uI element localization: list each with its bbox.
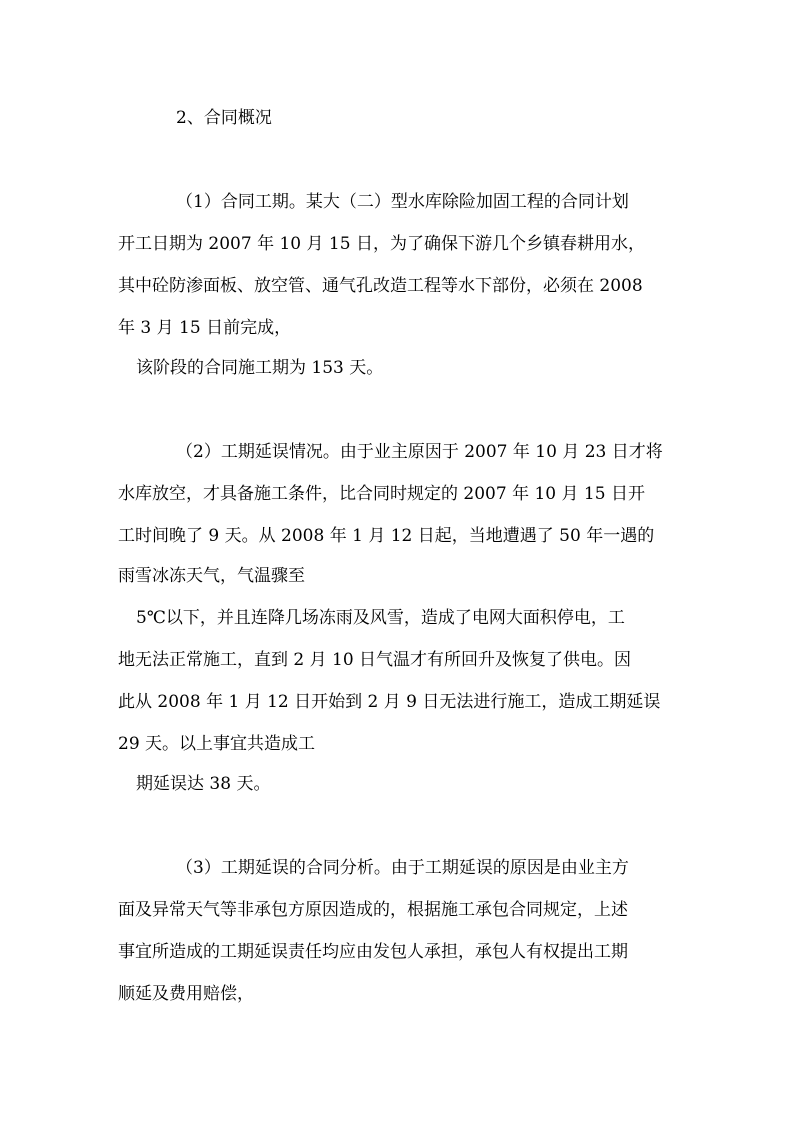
text-line: 期延误达 38 天。 xyxy=(136,774,271,794)
text-line: （1）合同工期。某大（二）型水库除险加固工程的合同计划 xyxy=(176,192,629,212)
text-line: 雨雪冰冻天气，气温骤至 xyxy=(118,566,305,586)
text-line: 该阶段的合同施工期为 153 天。 xyxy=(136,358,384,378)
text-line: 年 3 月 15 日前完成， xyxy=(118,318,292,338)
text-line: 29 天。以上事宜共造成工 xyxy=(118,734,316,754)
text-line: 水库放空，才具备施工条件，比合同时规定的 2007 年 10 月 15 日开 xyxy=(118,484,645,504)
section-heading: 2、合同概况 xyxy=(176,108,272,128)
text-line: 工时间晚了 9 天。从 2008 年 1 月 12 日起，当地遭遇了 50 年一遇的 xyxy=(118,526,655,546)
text-line: 事宜所造成的工期延误责任均应由发包人承担，承包人有权提出工期 xyxy=(118,942,628,962)
text-line: 5℃以下，并且连降几场冻雨及风雪，造成了电网大面积停电，工 xyxy=(136,608,625,628)
text-line: 此从 2008 年 1 月 12 日开始到 2 月 9 日无法进行施工，造成工期延误 xyxy=(118,692,661,712)
text-line: （2）工期延误情况。由于业主原因于 2007 年 10 月 23 日才将 xyxy=(176,442,663,462)
text-line: 面及异常天气等非承包方原因造成的，根据施工承包合同规定，上述 xyxy=(118,900,628,920)
text-line: （3）工期延误的合同分析。由于工期延误的原因是由业主方 xyxy=(176,858,629,878)
text-line: 顺延及费用赔偿， xyxy=(118,984,254,1004)
text-line: 地无法正常施工，直到 2 月 10 日气温才有所回升及恢复了供电。因 xyxy=(118,650,632,670)
text-line: 开工日期为 2007 年 10 月 15 日，为了确保下游几个乡镇春耕用水， xyxy=(118,234,645,254)
text-line: 其中砼防渗面板、放空管、通气孔改造工程等水下部份，必须在 2008 xyxy=(118,276,643,296)
